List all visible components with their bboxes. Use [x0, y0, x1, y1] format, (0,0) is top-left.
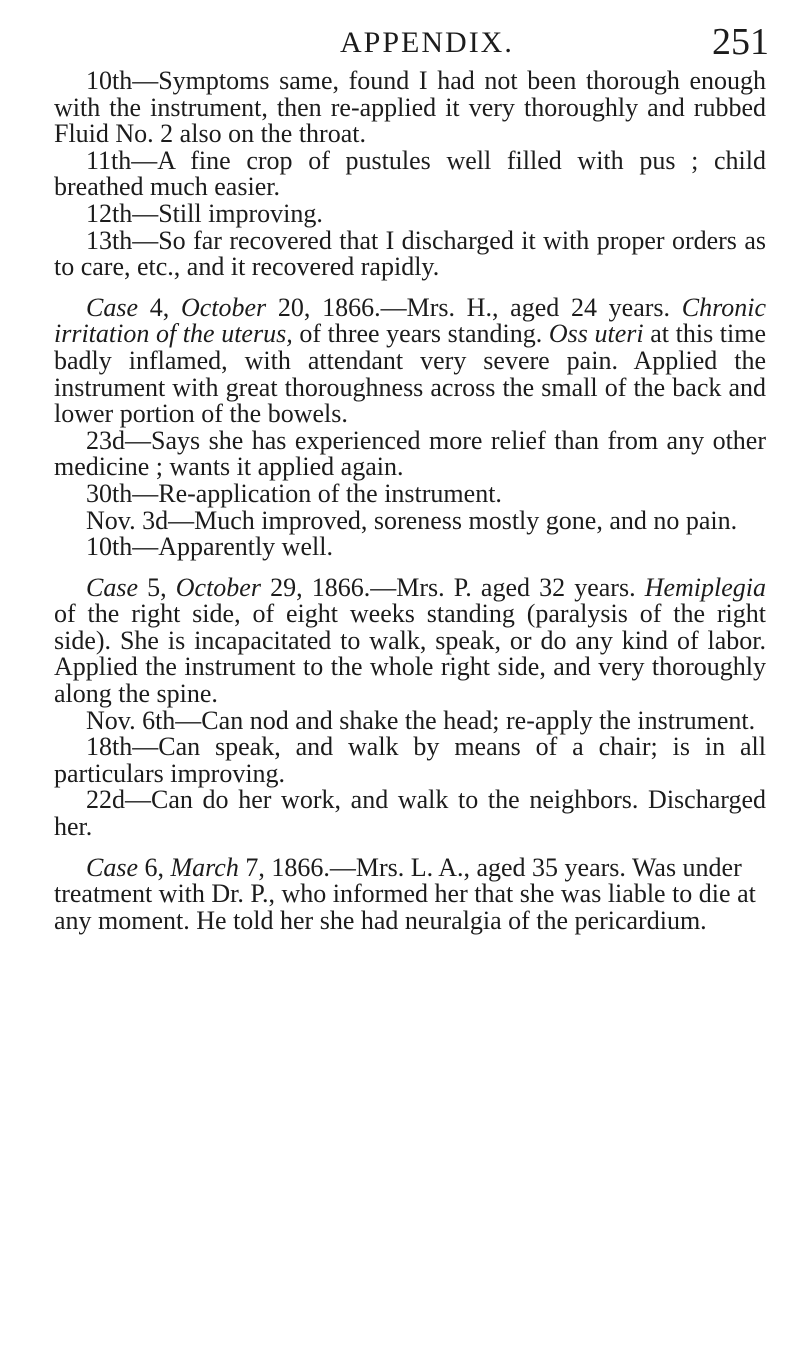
case-number: 5, [147, 572, 167, 602]
entry-paragraph: 30th—Re-application of the instrument. [86, 478, 502, 508]
entry-paragraph: 23d—Says she has experienced more relief than from any other medicine ; wants it applied again. [54, 425, 766, 482]
running-title: APPENDIX. [340, 26, 514, 59]
entry-paragraph: 22d—Can do her work, and walk to the neighbors. Discharged her. [54, 785, 766, 842]
entry-paragraph: 10th—Apparently well. [86, 532, 333, 562]
case-date-month: March [170, 852, 239, 882]
case-label: Case [86, 852, 138, 882]
body-text [54, 68, 766, 934]
page-number: 251 [712, 21, 769, 63]
entry-paragraph: Nov. 6th—Can nod and shake the head; re-apply the instrument. [86, 705, 756, 735]
case-date-month: October [175, 572, 261, 602]
case-5-paragraph [54, 572, 767, 709]
case-text: of three years standing. [299, 319, 543, 349]
entry-paragraph: Nov. 3d—Much improved, soreness mostly gone, and no pain. [86, 505, 738, 535]
entry-paragraph: 10th—Symptoms same, found I had not been thorough enough with the instrument, then re-applied it very thoroughly and rubbed Fluid No. 2 also on the throat. [54, 66, 766, 149]
case-latin-term: Oss uteri [548, 319, 644, 349]
running-head [0, 12, 801, 62]
entry-paragraph: 11th—A fine crop of pustules well filled with pus ; child breathed much easier. [54, 145, 766, 202]
case-text: of the right side, of eight weeks standing (paralysis of the right side). She is incapacitated to walk, speak, or do any kind of labor. Applied the instrument to the whole right side, and very thoroughly along the spine. [54, 599, 766, 709]
case-text: —Mrs. H., aged 24 years. [380, 292, 671, 322]
case-label: Case [86, 292, 138, 322]
case-date-month: October [180, 292, 267, 322]
case-diagnosis: Chronic irritation of the uterus, [54, 292, 767, 349]
case-label: Case [86, 572, 138, 602]
case-number: 4, [149, 292, 170, 322]
case-4-paragraph [54, 292, 767, 429]
case-text: —Mrs. L. A., aged 35 years. Was under treatment with Dr. P., who informed her that she was liable to die at any moment. He told her she had neuralgia of the pericardium. [54, 852, 756, 935]
entry-paragraph: 12th—Still improving. [86, 198, 323, 228]
case-number: 6, [144, 852, 164, 882]
case-date-rest: 20, 1866. [277, 292, 381, 322]
entry-paragraph: 13th—So far recovered that I discharged it with proper orders as to care, etc., and it recovered rapidly. [54, 225, 766, 282]
case-date-rest: 7, 1866. [245, 852, 330, 882]
case-6-paragraph [54, 852, 766, 935]
case-text: at this time badly inflamed, with attendant very severe pain. Applied the instrument with great thoroughness across the small of the back and lower portion of the bowels. [54, 319, 767, 429]
entry-paragraph: 18th—Can speak, and walk by means of a chair; is in all particulars improving. [54, 732, 766, 788]
case-date-rest: 29, 1866. [270, 572, 371, 602]
case-diagnosis: Hemiplegia [644, 572, 767, 602]
case-text: —Mrs. P. aged 32 years. [370, 572, 636, 602]
